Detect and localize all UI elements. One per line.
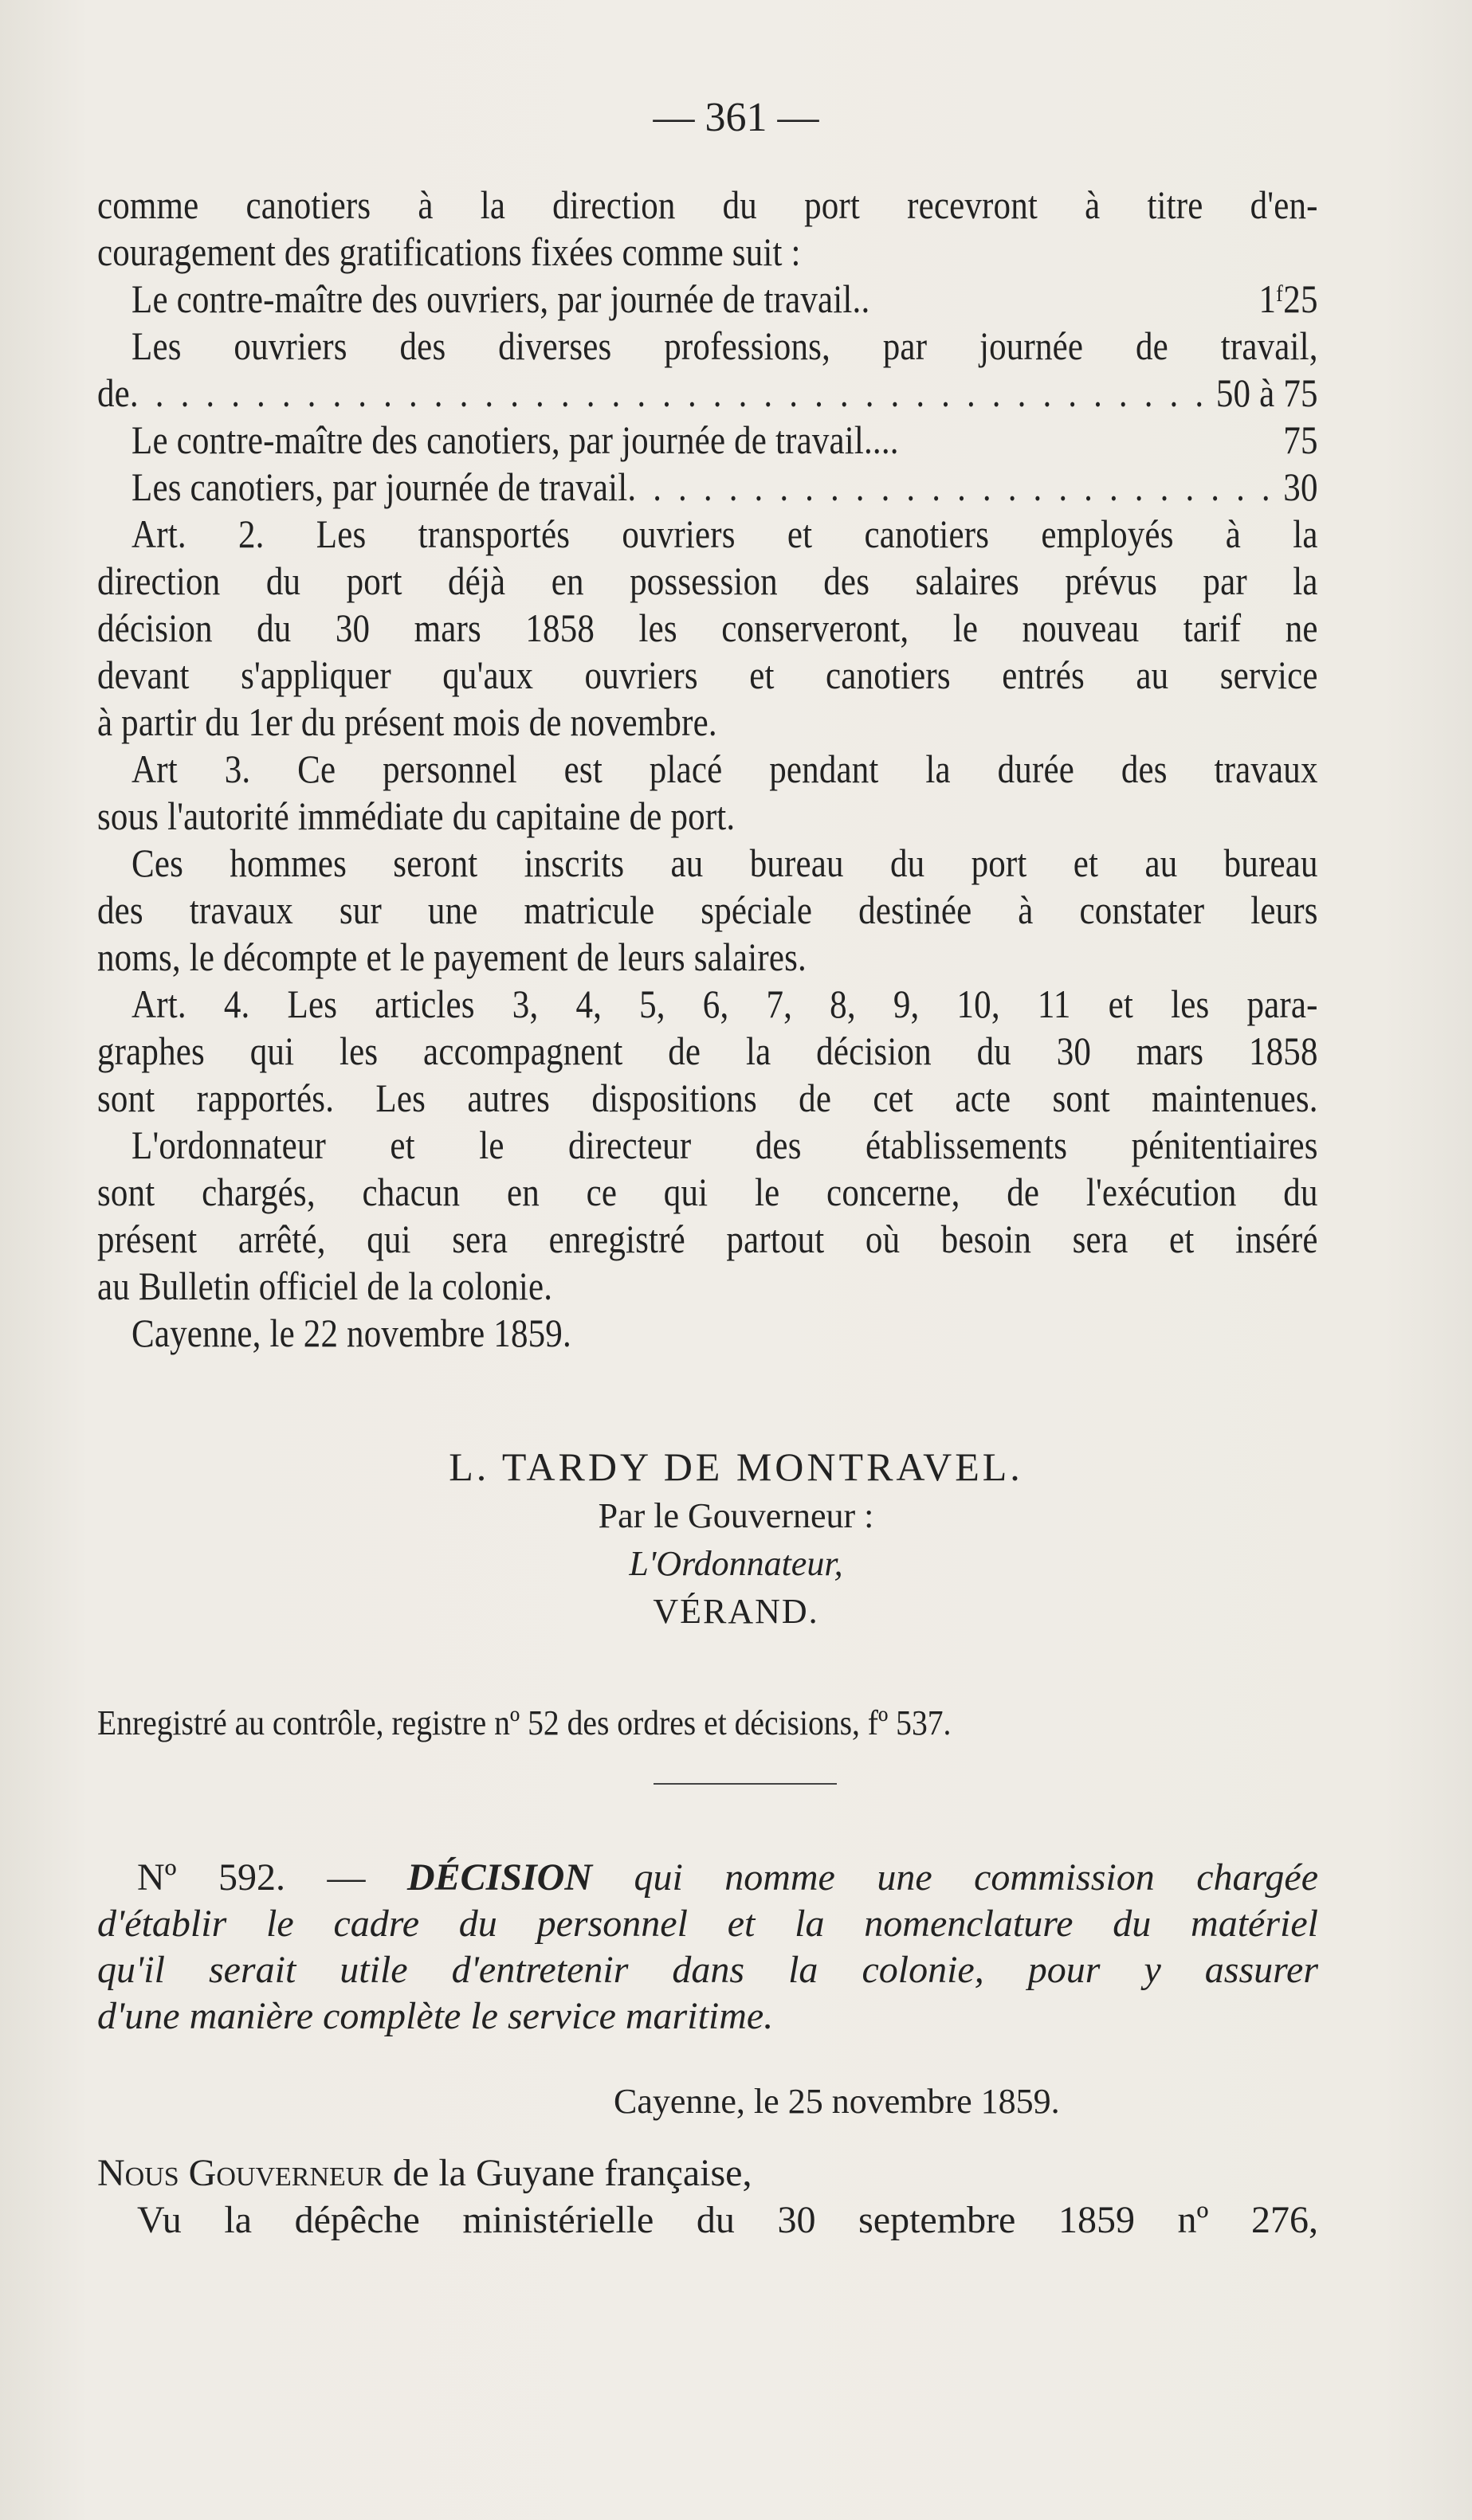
decision-line: d'établir le cadre du personnel et la nomenclature du matériel	[97, 1903, 1318, 1945]
art4-line: graphes qui les accompagnent de la décision du 30 mars 1858	[97, 1029, 1318, 1073]
tarif-value: 1ᶠ25	[1258, 276, 1318, 321]
art2-line: direction du port déjà en possession des salaires prévus par la	[97, 558, 1318, 603]
tarif-label: Les canotiers, par journée de travail	[131, 464, 628, 509]
decision-first-line	[97, 1855, 1318, 1901]
leader-dots	[627, 464, 1278, 511]
art4-line: Art. 4. Les articles 3, 4, 5, 6, 7, 8, 9, 10, 11 et les para-	[131, 982, 1318, 1026]
hommes-line: noms, le décompte et le payement de leurs salaires.	[97, 935, 807, 979]
decision-head: DÉCISION	[406, 1856, 592, 1899]
art2-line: décision du 30 mars 1858 les conserveront, le nouveau tarif ne	[97, 606, 1318, 650]
body-text	[97, 182, 1318, 1357]
nous-line	[97, 2150, 1318, 2197]
decision-line-wrap	[97, 1901, 1318, 1947]
ordonnateur-line: au Bulletin officiel de la colonie.	[97, 1264, 553, 1308]
decision-heading	[97, 1855, 1318, 2040]
signature-title: L'Ordonnateur,	[629, 1544, 843, 1583]
tarif-row	[97, 464, 1318, 511]
signature-name2: VÉRAND.	[653, 1592, 819, 1631]
decision-number: Nº 592.	[137, 1856, 285, 1899]
tarif-label: Le contre-maître des ouvriers, par journée de travail..	[131, 276, 870, 321]
ordonnateur-line: L'ordonnateur et le directeur des établissements pénitentiaires	[131, 1123, 1318, 1167]
tarif-row	[97, 276, 1318, 323]
art2-line: devant s'appliquer qu'aux ouvriers et canotiers entrés au service	[97, 653, 1318, 697]
art3-line: Art 3. Ce personnel est placé pendant la durée des travaux	[131, 747, 1318, 791]
enregistre-line: Enregistré au contrôle, registre nº 52 des ordres et décisions, fº 537.	[97, 1703, 952, 1742]
ordonnateur-line: sont chargés, chacun en ce qui le concerne, de l'exécution du	[97, 1170, 1318, 1214]
tarif-value: 30	[1283, 464, 1318, 509]
tarif-value: 75	[1283, 417, 1318, 462]
tarif-label: Le contre-maître des canotiers, par journée de travail....	[131, 417, 899, 462]
section-divider	[654, 1783, 837, 1785]
signature-par: Par le Gouverneur :	[598, 1496, 874, 1535]
art4-line: sont rapportés. Les autres dispositions de cet acte sont maintenues.	[97, 1076, 1318, 1120]
hommes-line: des travaux sur une matricule spéciale destinée à constater leurs	[97, 888, 1318, 932]
nous-rest: de la Guyane française,	[383, 2152, 752, 2194]
nous-lead: Nous Gouverneur	[97, 2152, 384, 2194]
vu-line: Vu la dépêche ministérielle du 30 septembre 1859 nº 276,	[137, 2199, 1318, 2241]
text-line: comme canotiers à la direction du port recevront à titre d'en-	[97, 182, 1318, 227]
tarif-row	[97, 417, 1318, 464]
decision-line: qu'il serait utile d'entretenir dans la colonie, pour y assurer	[97, 1949, 1318, 1991]
art2-line: à partir du 1er du présent mois de novembre.	[97, 700, 717, 744]
date-line: Cayenne, le 22 novembre 1859.	[131, 1311, 571, 1355]
page-number: — 361 —	[653, 95, 819, 140]
decision-line-wrap	[97, 1947, 1318, 1993]
decision-line: d'une manière complète le service maritime.	[97, 1995, 774, 2037]
art3-line: sous l'autorité immédiate du capitaine de port.	[97, 794, 736, 838]
decision-dash: —	[285, 1856, 407, 1899]
tarif-value: 50 à 75	[1215, 370, 1318, 415]
tarif-label: Les ouvriers des diverses professions, par journée de travail,	[131, 323, 1318, 368]
decision-date: Cayenne, le 25 novembre 1859.	[614, 2082, 1060, 2121]
tarif-label: de	[97, 370, 130, 415]
leader-dots	[130, 370, 1211, 417]
tarif-row	[97, 370, 1318, 417]
decision-line-wrap	[97, 1993, 1318, 2040]
signature-name: L. TARDY DE MONTRAVEL.	[449, 1444, 1023, 1489]
preamble	[97, 2150, 1318, 2244]
text-line: couragement des gratifications fixées comme suit :	[97, 229, 801, 274]
art2-line: Art. 2. Les transportés ouvriers et canotiers employés à la	[131, 511, 1318, 556]
ordonnateur-line: présent arrêté, qui sera enregistré partout où besoin sera et inséré	[97, 1217, 1318, 1261]
decision-line: qui nomme une commission chargée	[634, 1856, 1318, 1899]
hommes-line: Ces hommes seront inscrits au bureau du port et au bureau	[131, 841, 1318, 885]
